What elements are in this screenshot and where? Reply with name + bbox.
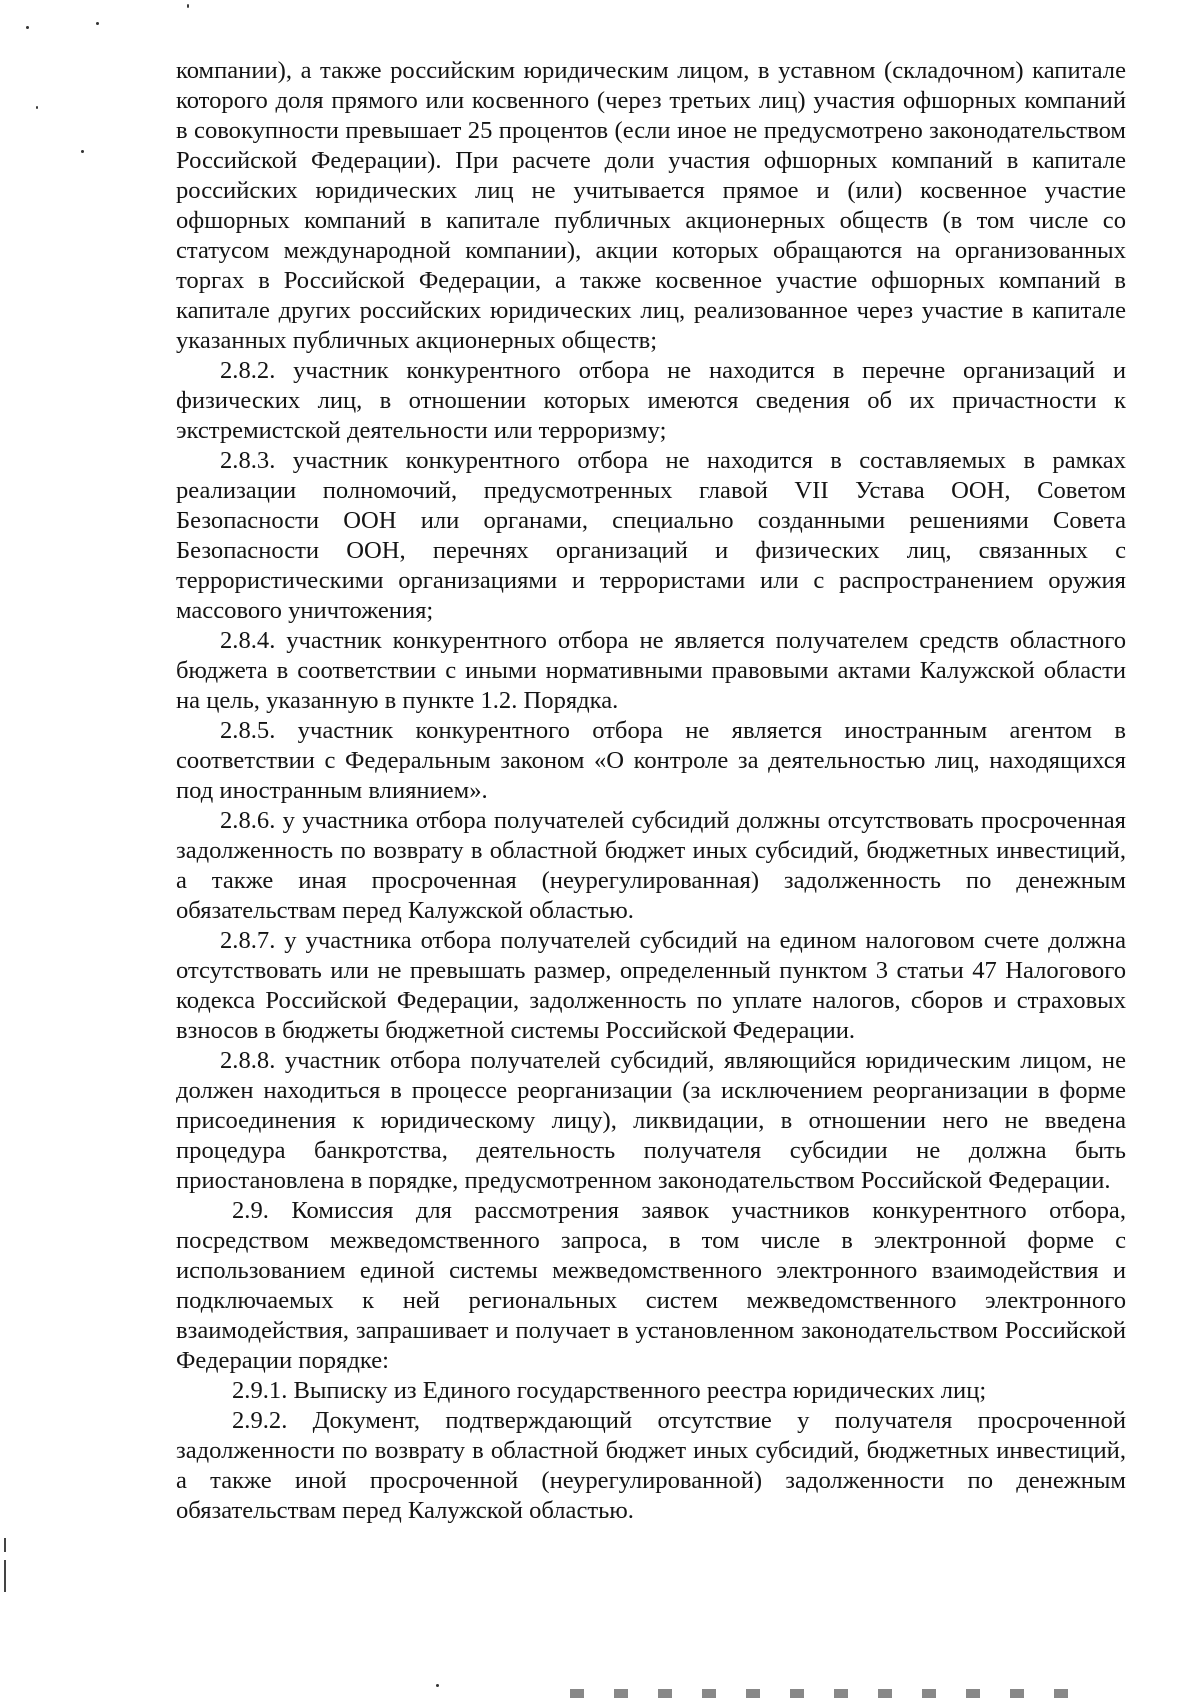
scan-edge-line [4, 1538, 6, 1552]
document-page [176, 56, 1126, 1526]
scan-speck [436, 1684, 439, 1687]
paragraph-2-9-2: 2.9.2. Документ, подтверждающий отсутствие у получателя просроченной задолженности по возврату в областной бюджет иных субсидий, бюджетных инвестиций, а также иной просроченной (неурегулированной) задолженности по денежным обязательствам перед Калужской областью. [176, 1407, 1126, 1524]
paragraph-2-8-4: 2.8.4. участник конкурентного отбора не является получателем средств областного бюджета в соответствии с иными нормативными правовыми актами Калужской области на цель, указанную в пункте 1.2. Порядка. [176, 627, 1126, 714]
scan-speck [26, 26, 29, 29]
scan-speck [187, 4, 189, 8]
paragraph-2-8-8: 2.8.8. участник отбора получателей субсидий, являющийся юридическим лицом, не должен находиться в процессе реорганизации (за исключением реорганизации в форме присоединения к юридическому лицу), ликвидации, в отношении него не введена процедура банкротства, деятельность получателя субсидии не должна быть приостановлена в порядке, предусмотренном законодательством Российской Федерации. [176, 1047, 1126, 1194]
paragraph-2-9-1: 2.9.1. Выписку из Единого государственного реестра юридических лиц; [232, 1377, 987, 1404]
paragraph-2-9: 2.9. Комиссия для рассмотрения заявок участников конкурентного отбора, посредством межведомственного запроса, в том числе в электронной форме с использованием единой системы межведомственного электронного взаимодействия и подключаемых к ней региональных систем межведомственного электронного взаимодействия, запрашивает и получает в установленном законодательством Российской Федерации порядке: [176, 1197, 1126, 1374]
scan-edge-line [4, 1560, 6, 1592]
paragraph-2-8-3: 2.8.3. участник конкурентного отбора не находится в составляемых в рамках реализации полномочий, предусмотренных главой VII Устава ООН, Советом Безопасности ООН или органами, специально созданными решениями Совета Безопасности ООН, перечнях организаций и физических лиц, связанных с террористическими организациями и террористами или с распространением оружия массового уничтожения; [176, 447, 1126, 624]
paragraph-2-8-5: 2.8.5. участник конкурентного отбора не является иностранным агентом в соответствии с Федеральным законом «О контроле за деятельностью лиц, находящихся под иностранным влиянием». [176, 717, 1126, 804]
paragraph-2-8-2: 2.8.2. участник конкурентного отбора не находится в перечне организаций и физических лиц, в отношении которых имеются сведения об их причастности к экстремистской деятельности или терроризму; [176, 357, 1126, 444]
paragraph-offshore-continuation: компании), а также российским юридическим лицом, в уставном (складочном) капитале которого доля прямого или косвенного (через третьих лиц) участия офшорных компаний в совокупности превышает 25 процентов (если иное не предусмотрено законодательством Российской Федерации). При расчете доли участия офшорных компаний в капитале российских юридических лиц не учитывается прямое и (или) косвенное участие офшорных компаний в капитале публичных акционерных обществ (в том числе со статусом международной компании), акции которых обращаются на организованных торгах в Российской Федерации, а также косвенное участие офшорных компаний в капитале других российских юридических лиц, реализованное через участие в капитале указанных публичных акционерных обществ; [176, 57, 1126, 354]
scan-bottom-marks [570, 1689, 1170, 1698]
scan-speck [36, 106, 38, 109]
paragraph-2-8-7: 2.8.7. у участника отбора получателей субсидий на едином налоговом счете должна отсутствовать или не превышать размер, определенный пунктом 3 статьи 47 Налогового кодекса Российской Федерации, задолженность по уплате налогов, сборов и страховых взносов в бюджеты бюджетной системы Российской Федерации. [176, 927, 1126, 1044]
paragraph-2-8-6: 2.8.6. у участника отбора получателей субсидий должны отсутствовать просроченная задолженность по возврату в областной бюджет иных субсидий, бюджетных инвестиций, а также иная просроченная (неурегулированная) задолженность по денежным обязательствам перед Калужской областью. [176, 807, 1126, 924]
scan-speck [96, 22, 99, 25]
scan-speck [81, 150, 84, 153]
